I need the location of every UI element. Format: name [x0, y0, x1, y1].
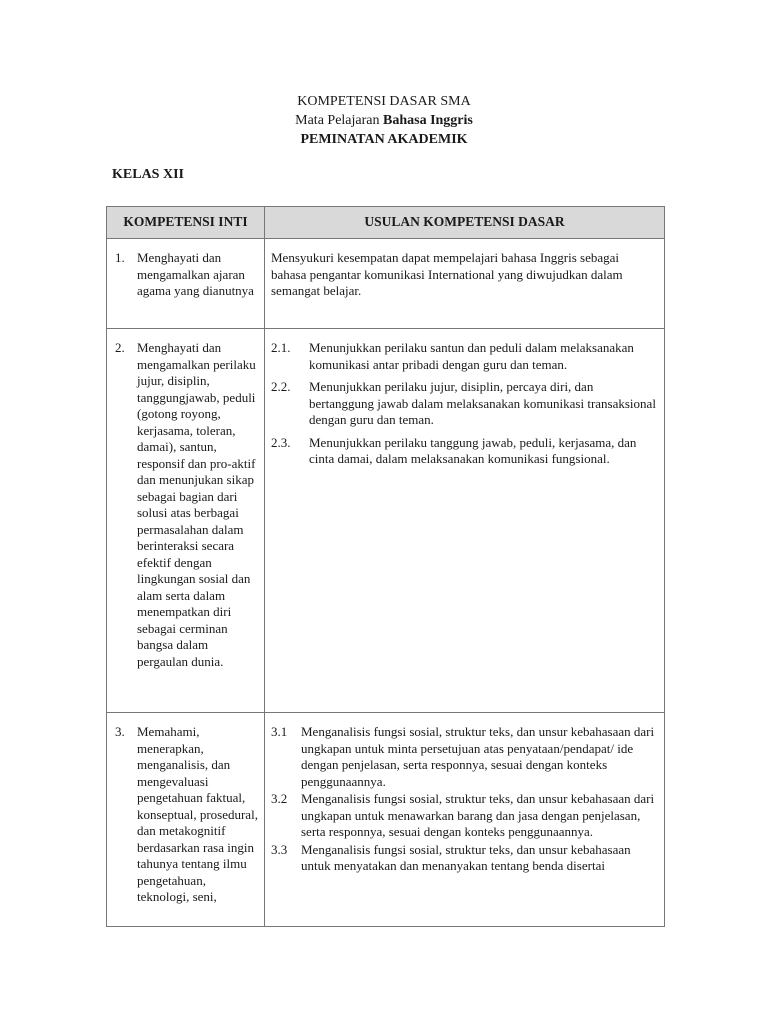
kd-item: [271, 724, 656, 790]
ki-text: Memahami, menerapkan, menganalisis, dan mengevaluasi pengetahuan faktual, konseptual, prosedural, dan metakognitif berdasarkan rasa ingin tahunya tentang ilmu pengetahuan, teknologi, seni,: [137, 724, 258, 904]
kd-number: 3.1: [271, 724, 288, 739]
col-header-ki: KOMPETENSI INTI: [107, 207, 265, 239]
kd-item: [271, 379, 656, 429]
ki-cell: [107, 713, 265, 927]
kd-item-text: Menganalisis fungsi sosial, struktur teks, dan unsur kebahasaan dari ungkapan untuk menawarkan barang dan jasa dengan penjelasan, serta responnya, sesuai dengan konteks penggunaannya.: [301, 791, 655, 839]
kd-item: [271, 340, 656, 373]
stream-label: PEMINATAN AKADEMIK: [300, 132, 468, 147]
subject-prefix: Mata Pelajaran: [295, 113, 383, 128]
kd-item: [271, 791, 656, 841]
kd-number: 2.3.: [271, 434, 291, 450]
table-header-row: [107, 207, 665, 239]
ki-text: Menghayati dan mengamalkan ajaran agama yang dianutnya: [137, 250, 254, 298]
kd-cell: [265, 239, 665, 329]
kd-item-text: Menganalisis fungsi sosial, struktur teks, dan unsur kebahasaan untuk menyatakan dan menanyakan tentang benda disertai: [301, 841, 631, 873]
kd-item-text: Menunjukkan perilaku jujur, disiplin, percaya diri, dan bertanggung jawab dalam melaksanakan komunikasi transaksional dengan guru dan teman.: [309, 379, 656, 427]
kd-cell: [265, 713, 665, 927]
kd-item: [271, 842, 656, 875]
table-row: [107, 713, 665, 927]
kd-number: 2.1.: [271, 340, 291, 355]
ki-cell: [107, 239, 265, 329]
document-header: [0, 92, 768, 149]
ki-number: 2.: [115, 340, 125, 355]
competency-table: [106, 206, 665, 927]
kd-item: [271, 435, 656, 468]
kd-number: 3.3: [271, 841, 288, 857]
kd-item-text: Menunjukkan perilaku santun dan peduli dalam melaksanakan komunikasi antar pribadi dengan guru dan teman.: [309, 340, 634, 372]
table-row: [107, 329, 665, 713]
col-header-kd: USULAN KOMPETENSI DASAR: [265, 207, 665, 239]
kd-number: 2.2.: [271, 379, 291, 394]
class-label: KELAS XII: [112, 167, 184, 182]
kd-cell: [265, 329, 665, 713]
kd-item-text: Menganalisis fungsi sosial, struktur teks, dan unsur kebahasaan dari ungkapan untuk minta persetujuan atas penyataan/pendapat/ ide dengan penjelasan, serta responnya, sesuai dengan konteks penggunaannya.: [301, 724, 655, 789]
ki-text: Menghayati dan mengamalkan perilaku jujur, disiplin, tanggungjawab, peduli (gotong royong, kerjasama, toleran, damai), santun, responsif dan pro-aktif dan menunjukan sikap sebagai bagian dari solusi atas berbagai permasalahan dalam berinteraksi secara efektif dengan lingkungan sosial dan alam serta dalam menempatkan diri sebagai cerminan bangsa dalam pergaulan dunia.: [137, 340, 256, 669]
document-title: KOMPETENSI DASAR SMA: [297, 94, 471, 109]
ki-number: 3.: [115, 724, 125, 739]
kd-item-text: Menunjukkan perilaku tanggung jawab, peduli, kerjasama, dan cinta damai, dalam melaksanakan komunikasi fungsional.: [309, 434, 637, 466]
ki-cell: [107, 329, 265, 713]
kd-text: Mensyukuri kesempatan dapat mempelajari bahasa Inggris sebagai bahasa pengantar komunikasi International yang diwujudkan dalam semangat belajar.: [271, 250, 623, 298]
ki-number: 1.: [115, 250, 125, 265]
table-row: [107, 239, 665, 329]
kd-number: 3.2: [271, 791, 288, 806]
subject-name: Bahasa Inggris: [383, 113, 473, 128]
subject-line: [0, 111, 768, 130]
